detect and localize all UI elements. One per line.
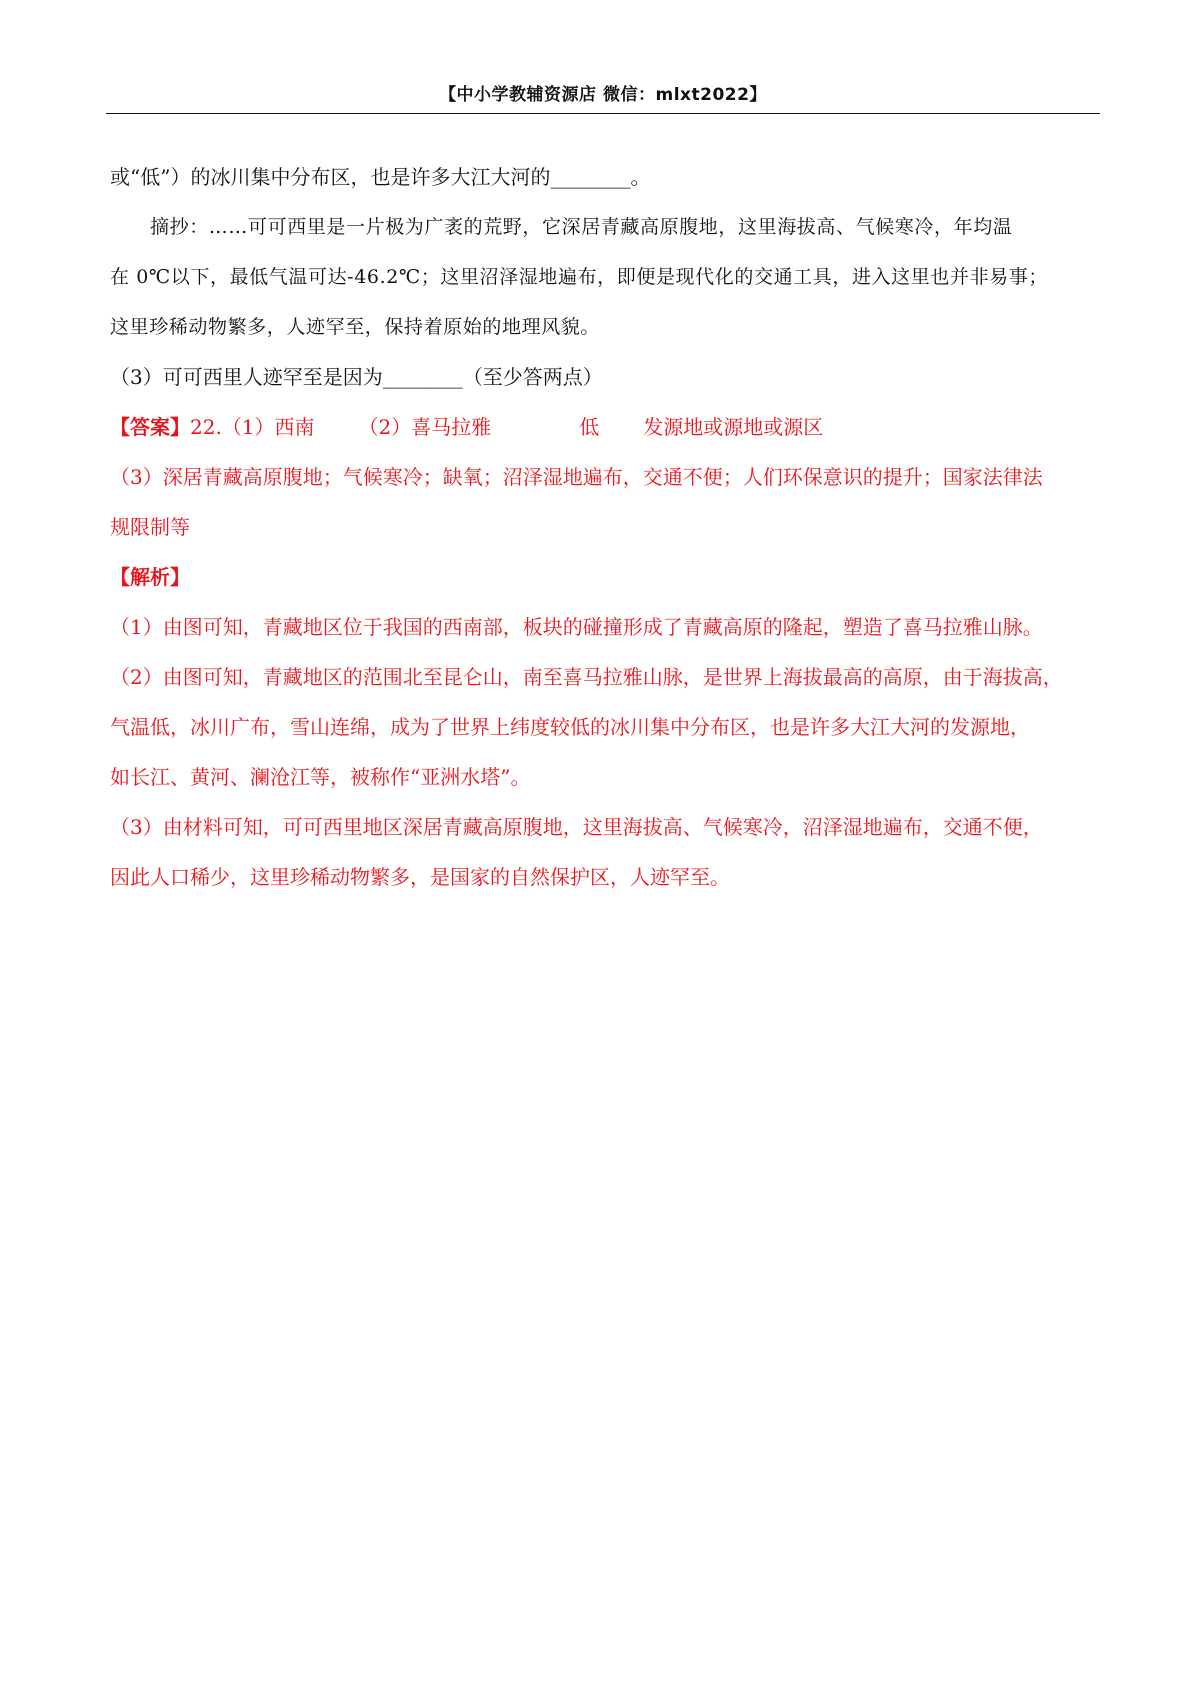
- answer-2-altitude: 低: [579, 415, 600, 439]
- analysis-paragraph-2: 气温低，冰川广布，雪山连绵，成为了世界上纬度较低的冰川集中分布区，也是许多大江大河的发源地，: [110, 715, 1030, 739]
- answer-number: 22.: [190, 415, 222, 439]
- answer-2: （2）喜马拉雅: [358, 415, 492, 439]
- analysis-paragraph-3: 因此人口稀少，这里珍稀动物繁多，是国家的自然保护区，人迹罕至。: [110, 865, 730, 889]
- document-body: [110, 152, 1100, 902]
- answer-1: （1）西南: [221, 415, 315, 439]
- question-line: 或“低”）的冰川集中分布区，也是许多大江大河的________。: [110, 165, 651, 189]
- excerpt-line: 摘抄：……可可西里是一片极为广袤的荒野，它深居青藏高原腹地，这里海拔高、气候寒冷，年均温: [150, 216, 1013, 238]
- answer-3-line: 规限制等: [110, 515, 190, 539]
- excerpt-line: 在 0℃以下，最低气温可达-46.2℃；这里沼泽湿地遍布，即便是现代化的交通工具，进入这里也并非易事；: [110, 266, 1048, 288]
- question-3: （3）可可西里人迹罕至是因为________（至少答两点）: [110, 365, 603, 389]
- answer-line: [110, 402, 1100, 452]
- excerpt-line: 这里珍稀动物繁多，人迹罕至，保持着原始的地理风貌。: [110, 316, 601, 338]
- analysis-paragraph-2: （2）由图可知，青藏地区的范围北至昆仑山，南至喜马拉雅山脉，是世界上海拔最高的高原，由于海拔高，: [110, 665, 1063, 689]
- answer-label: 【答案】: [110, 415, 190, 439]
- header-divider: [106, 113, 1100, 114]
- analysis-paragraph-1: （1）由图可知，青藏地区位于我国的西南部，板块的碰撞形成了青藏高原的隆起，塑造了喜马拉雅山脉。: [110, 615, 1043, 639]
- analysis-paragraph-2: 如长江、黄河、澜沧江等，被称作“亚洲水塔”。: [110, 765, 531, 789]
- analysis-paragraph-3: （3）由材料可知，可可西里地区深居青藏高原腹地，这里海拔高、气候寒冷，沼泽湿地遍布，交通不便，: [110, 815, 1043, 839]
- answer-2-source: 发源地或源地或源区: [643, 415, 824, 439]
- answer-3-line: （3）深居青藏高原腹地；气候寒冷；缺氧；沼泽湿地遍布，交通不便；人们环保意识的提升；国家法律法: [110, 465, 1043, 489]
- analysis-label: 【解析】: [110, 565, 190, 589]
- page-header: 【中小学教辅资源店 微信：mlxt2022】: [439, 85, 767, 105]
